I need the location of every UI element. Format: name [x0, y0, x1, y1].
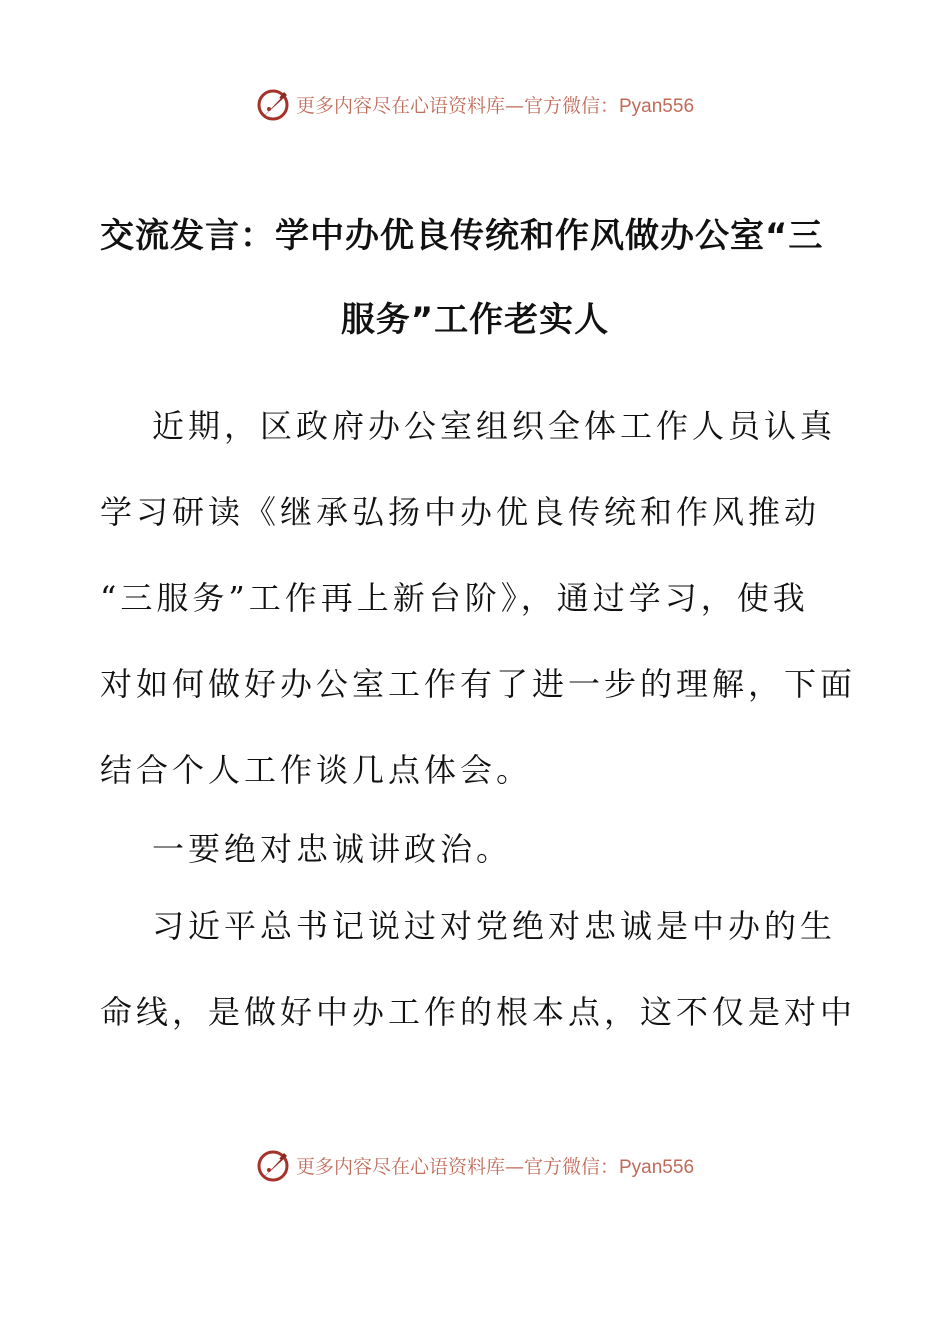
document-title-line-1: 交流发言：学中办优良传统和作风做办公室“三 — [100, 216, 824, 256]
footer-watermark-text: 更多内容尽在心语资料库—官方微信： — [295, 1155, 619, 1178]
body-line-8: 命线，是做好中办工作的根本点，这不仅是对中 — [100, 993, 857, 1031]
body-line-2: 学习研读《继承弘扬中办优良传统和作风推动 — [100, 493, 821, 531]
section-heading-1: 一要绝对忠诚讲政治。 — [152, 830, 513, 868]
footer-watermark — [0, 1145, 950, 1185]
body-line-5: 结合个人工作谈几点体会。 — [100, 751, 533, 789]
header-watermark-text: 更多内容尽在心语资料库—官方微信： — [295, 94, 619, 117]
quill-pen-logo-icon — [256, 86, 292, 122]
body-line-4: 对如何做好办公室工作有了进一步的理解，下面 — [100, 665, 857, 703]
body-line-7: 习近平总书记说过对党绝对忠诚是中办的生 — [152, 907, 837, 945]
header-watermark — [0, 84, 950, 124]
header-wechat-id: Pyan556 — [619, 95, 695, 117]
body-line-3: “三服务”工作再上新台阶》，通过学习，使我 — [100, 579, 809, 617]
document-title-line-2: 服务”工作老实人 — [340, 300, 610, 340]
quill-pen-logo-icon — [256, 1147, 292, 1183]
footer-wechat-id: Pyan556 — [619, 1156, 695, 1178]
body-line-1: 近期，区政府办公室组织全体工作人员认真 — [152, 407, 837, 445]
